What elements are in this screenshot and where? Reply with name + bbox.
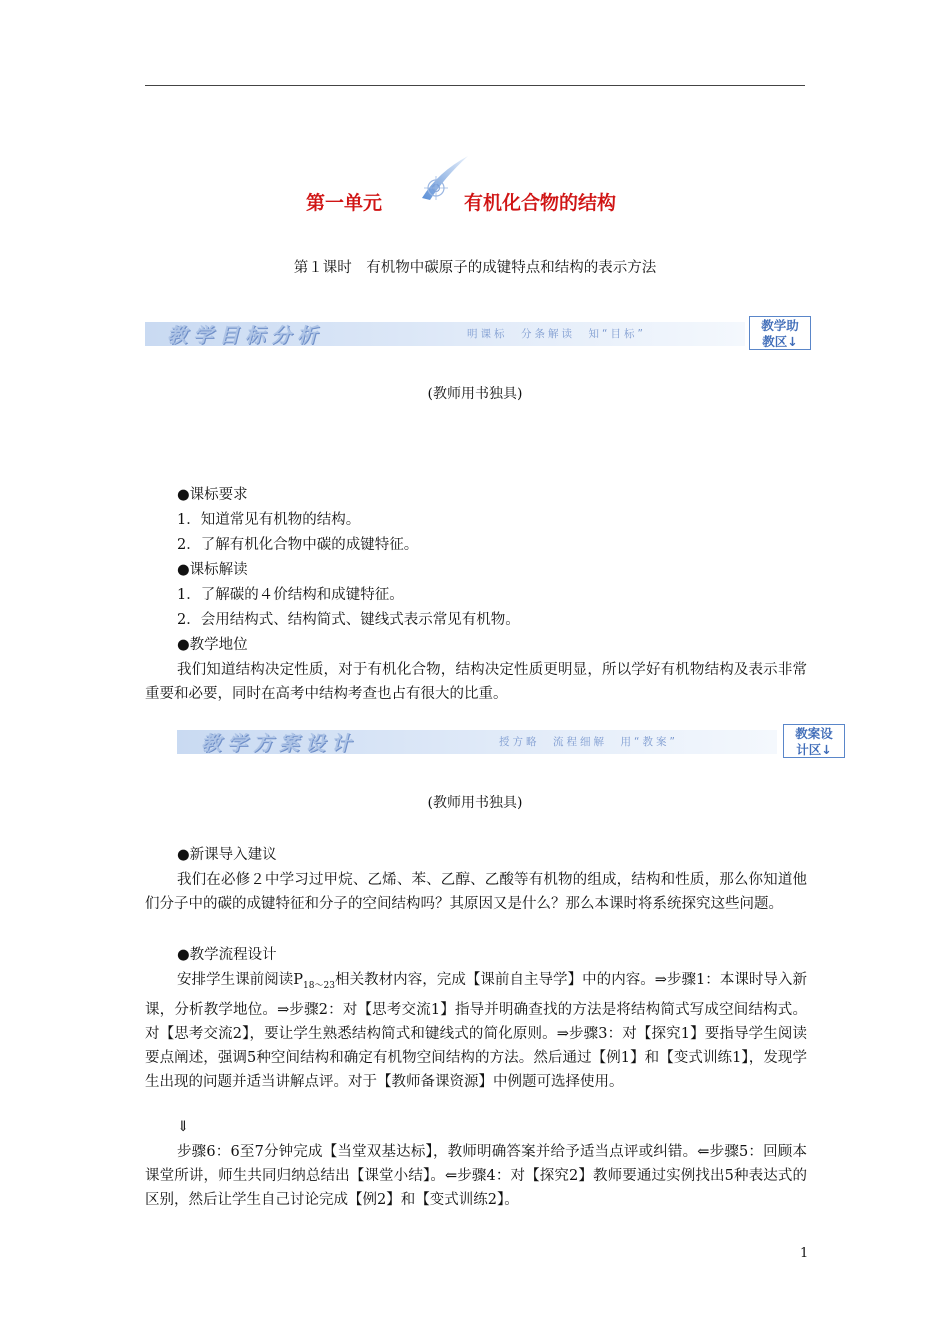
banner-motto: 明课标 分条解读 知“目标”	[467, 328, 646, 340]
paragraph	[145, 968, 807, 1094]
teacher-only-note: (教师用书独具)	[427, 386, 523, 402]
list-item: 1．知道常见有机物的结构。	[177, 512, 361, 528]
paragraph: 我们知道结构决定性质，对于有机化合物，结构决定性质更明显，所以学好有机物结构及表示非常重要和必要，同时在高考中结构考查也占有很大的比重。	[145, 662, 807, 702]
box-line-2: 计区↓	[796, 742, 832, 757]
section-heading: ●课标解读	[177, 562, 248, 578]
down-arrow: ⇓	[177, 1119, 190, 1135]
lesson-subtitle: 第１课时 有机物中碳原子的成键特点和结构的表示方法	[293, 260, 657, 276]
section-heading: ●教学流程设计	[177, 947, 277, 963]
paragraph: 我们在必修２中学习过甲烷、乙烯、苯、乙醇、乙酸等有机物的组成，结构和性质，那么你知道他们分子中的碳的成键特征和分子的空间结构吗？其原因又是什么？那么本课时将系统探究这些问题。	[145, 872, 807, 912]
unit-name: 有机化合物的结构	[464, 192, 617, 214]
teacher-only-note: (教师用书独具)	[427, 795, 523, 811]
box-line-1: 教学助	[761, 318, 799, 333]
section-heading: ●课标要求	[177, 487, 248, 503]
page-number: 1	[800, 1246, 809, 1261]
section-heading: ●新课导入建议	[177, 847, 277, 863]
banner-teaching-objectives	[145, 316, 815, 354]
page-range-subscript: 18～23	[303, 980, 336, 991]
section-heading: ●教学地位	[177, 637, 248, 653]
top-rule	[145, 85, 805, 86]
banner-heading: 教学方案设计	[201, 731, 357, 755]
unit-title	[0, 186, 950, 216]
lesson-plan-area-button[interactable]	[783, 724, 845, 758]
banner-heading: 教学目标分析	[167, 323, 323, 347]
flow-text-post: 相关教材内容，完成【课前自主导学】中的内容。⇒步骤1：本课时导入新课，分析教学地位。⇒步骤2：对【思考交流1】指导并明确查找的方法是将结构简式写成空间结构式。对【思考交流2】，要让学生熟悉结构简式和键线式的简化原则。⇒步骤3：对【探究1】要指导学生阅读要点阐述，强调5种空间结构和确定有机物空间结构的方法。然后通过【例1】和【变式训练1】，发现学生出现的问题并适当讲解点评。对于【教师备课资源】中例题可选择使用。	[145, 972, 808, 1090]
paragraph: 步骤6：6至7分钟完成【当堂双基达标】，教师明确答案并给予适当点评或纠错。⇐步骤5：回顾本课堂所讲，师生共同归纳总结出【课堂小结】。⇐步骤4：对【探究2】教师要通过实例找出5种表达式的区别，然后让学生自己讨论完成【例2】和【变式训练2】。	[145, 1144, 807, 1208]
banner-motto: 授方略 流程细解 用“教案”	[499, 736, 678, 748]
box-line-1: 教案设	[795, 726, 833, 741]
list-item: 2．了解有机化合物中碳的成键特征。	[177, 537, 419, 553]
box-line-2: 教区↓	[762, 334, 798, 349]
banner-lesson-design	[177, 724, 849, 762]
teaching-aid-area-button[interactable]	[749, 316, 811, 350]
list-item: 1．了解碳的４价结构和成键特征。	[177, 587, 404, 603]
flow-text-pre: 安排学生课前阅读P	[177, 972, 304, 988]
list-item: 2．会用结构式、结构简式、键线式表示常见有机物。	[177, 612, 520, 628]
unit-label: 第一单元	[306, 192, 383, 214]
